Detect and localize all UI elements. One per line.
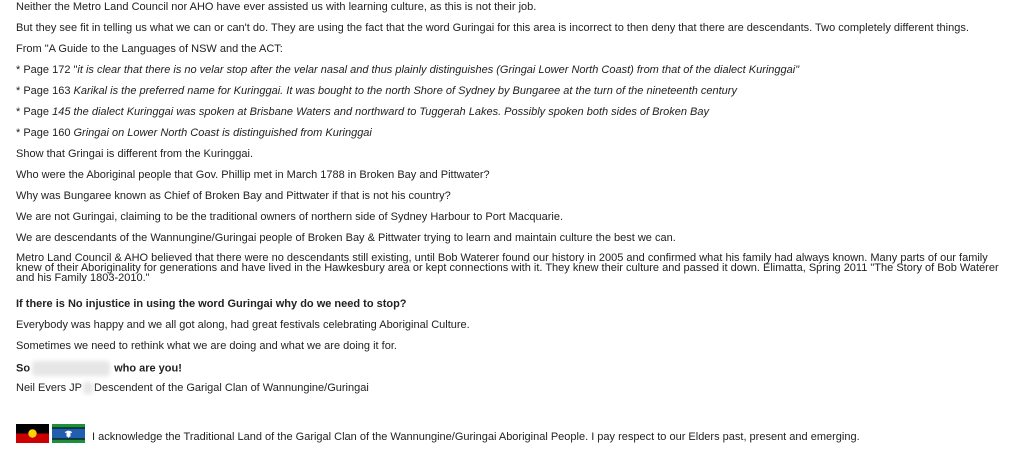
quote-prefix: * Page (16, 106, 53, 118)
quote-item (16, 106, 1016, 119)
redacted-name (32, 361, 110, 376)
quote-item (16, 64, 1016, 77)
paragraph: Metro Land Council & AHO believed that there were no descendants still existing, until Bob Waterer found our history in 2005 and confirmed what his family had always known. Many parts of our family knew of their Aboriginality for generations and have lived in the Hawkesbury area or kept connections with it. They knew their culture and passed it down. Elimatta, Spring 2011 "The Story of Bob Waterer and his Family 1803-2010." (16, 252, 999, 284)
paragraph: We are not Guringai, claiming to be the traditional owners of northern side of Sydney Harbour to Port Macquarie. (16, 211, 564, 223)
signature-name: Neil Evers JP (16, 382, 83, 394)
paragraph: Sometimes we need to rethink what we are doing and what we are doing it for. (16, 340, 397, 352)
bold-text-start: So (16, 362, 31, 375)
paragraph-bold (16, 361, 1016, 376)
quote-text: Karikal is the preferred name for Kuringgai. It was bought to the north Shore of Sydney by Bungaree at the turn of the nineteenth century (73, 85, 737, 97)
torres-strait-islander-flag-icon (52, 424, 85, 443)
signature-title: Descendent of the Garigal Clan of Wannungine/Guringai (94, 382, 369, 394)
paragraph: Show that Gringai is different from the Kuringgai. (16, 148, 254, 160)
paragraph: We are descendants of the Wannungine/Guringai people of Broken Bay & Pittwater trying to learn and maintain culture the best we can. (16, 232, 676, 244)
quote-prefix: * Page 172 " (16, 64, 78, 76)
quote-item (16, 85, 1016, 98)
bold-text: If there is No injustice in using the word Guringai why do we need to stop? (16, 298, 407, 310)
acknowledgement: I acknowledge the Traditional Land of the Garigal Clan of the Wannungine/Guringai Aboriginal People. I pay respect to our Elders past, present and emerging. (92, 431, 860, 443)
paragraph: From "A Guide to the Languages of NSW and the ACT: (16, 43, 283, 55)
paragraph: Why was Bungaree known as Chief of Broken Bay and Pittwater if that is not his country? (16, 190, 451, 202)
redacted-mark (83, 382, 93, 394)
paragraph: Neither the Metro Land Council nor AHO have ever assisted us with learning culture, as this is not their job. (16, 1, 537, 13)
paragraph: Everybody was happy and we all got along, had great festivals celebrating Aboriginal Culture. (16, 319, 470, 331)
quote-text: Gringai on Lower North Coast is distinguished from Kuringgai (73, 127, 372, 139)
paragraph: Who were the Aboriginal people that Gov. Phillip met in March 1788 in Broken Bay and Pittwater? (16, 169, 490, 181)
quote-prefix: * Page 163 (16, 85, 74, 97)
bold-text-end: who are you! (114, 362, 182, 375)
paragraph-bold (16, 298, 1016, 311)
quote-text: it is clear that there is no velar stop after the velar nasal and thus plainly distinguishes (Gringai Lower North Coast) from that of the dialect Kuringgai" (77, 64, 800, 76)
quote-prefix: * Page 160 (16, 127, 74, 139)
paragraph: But they see fit in telling us what we can or can't do. They are using the fact that the word Guringai for this area is incorrect to then deny that there are descendants. Two completely different things. (16, 22, 969, 34)
aboriginal-flag-icon (16, 424, 49, 443)
quote-item (16, 127, 1016, 140)
quote-text: 145 the dialect Kuringgai was spoken at Brisbane Waters and northward to Tuggerah Lakes. Possibly spoken both sides of Broken Bay (52, 106, 710, 118)
signature (16, 382, 1016, 395)
